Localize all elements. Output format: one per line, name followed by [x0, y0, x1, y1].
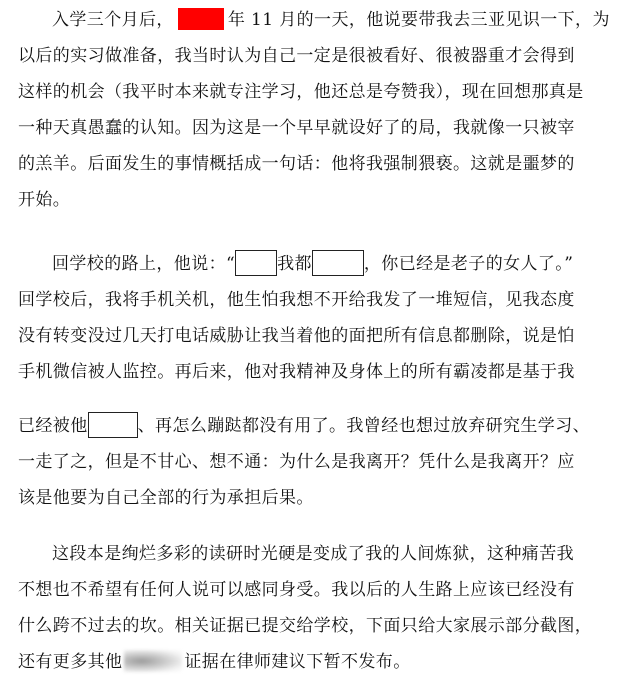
para2-line3: 没有转变没过几天打电话威胁让我当着他的面把所有信息都删除，说是怕 [18, 326, 575, 346]
para1-line1 [52, 4, 610, 36]
blurred-redaction [124, 650, 182, 672]
para1-line1-after: 年 11 月的一天，他说要带我去三亚见识一下，为 [227, 10, 610, 30]
para2-line1-a: 回学校的路上，他说：“ [52, 254, 236, 274]
redaction-box-3 [88, 412, 138, 438]
para3-line3: 什么跨不过去的坎。相关证据已提交给学校，下面只给大家展示部分截图， [18, 616, 593, 636]
para3-line2: 不想也不希望有任何人说可以感同身受。我以后的人生路上应该已经没有 [18, 580, 575, 600]
para2-line6: 一走了之，但是不甘心、想不通：为什么是我离开？凭什么是我离开？应 [18, 452, 575, 472]
para1-line2: 以后的实习做准备，我当时认为自己一定是很被看好、很被器重才会得到 [18, 46, 575, 66]
redaction-box-1 [235, 250, 277, 276]
para3-line4-a: 还有更多其他 [18, 652, 123, 672]
para2-line2: 回学校后，我将手机关机，他生怕我想不开给我发了一堆短信，见我态度 [18, 290, 575, 310]
para1-line1-before: 入学三个月后， [52, 10, 174, 30]
para2-line1-b: 我都 [277, 254, 312, 274]
para1-line4: 一种天真愚蠢的认知。因为这是一个早早就设好了的局，我就像一只被宰 [18, 118, 575, 138]
para2-line5-b: 、再怎么蹦跶都没有用了。我曾经也想过放弃研究生学习、 [137, 416, 591, 436]
redaction-box-2 [312, 250, 364, 276]
para2-line5 [18, 410, 590, 442]
para2-line1-c: ，你已经是老子的女人了。” [363, 254, 574, 274]
para1-line5: 的羔羊。后面发生的事情概括成一句话：他将我强制猥亵。这就是噩梦的 [18, 154, 575, 174]
para3-line4 [18, 646, 411, 678]
para2-line7: 该是他要为自己全部的行为承担后果。 [18, 488, 314, 508]
para2-line4: 手机微信被人监控。再后来，他对我精神及身体上的所有霸凌都是基于我 [18, 362, 575, 382]
para3-line1: 这段本是绚烂多彩的读研时光硬是变成了我的人间炼狱，这种痛苦我 [52, 544, 574, 564]
red-redaction-block [178, 8, 224, 30]
para2-line5-a: 已经被他 [18, 416, 88, 436]
para1-line6: 开始。 [18, 190, 71, 210]
para3-line4-b: 证据在律师建议下暂不发布。 [184, 652, 411, 672]
para1-line3: 这样的机会（我平时本来就专注学习，他还总是夸赞我），现在回想那真是 [18, 82, 584, 102]
para2-line1 [52, 248, 573, 280]
